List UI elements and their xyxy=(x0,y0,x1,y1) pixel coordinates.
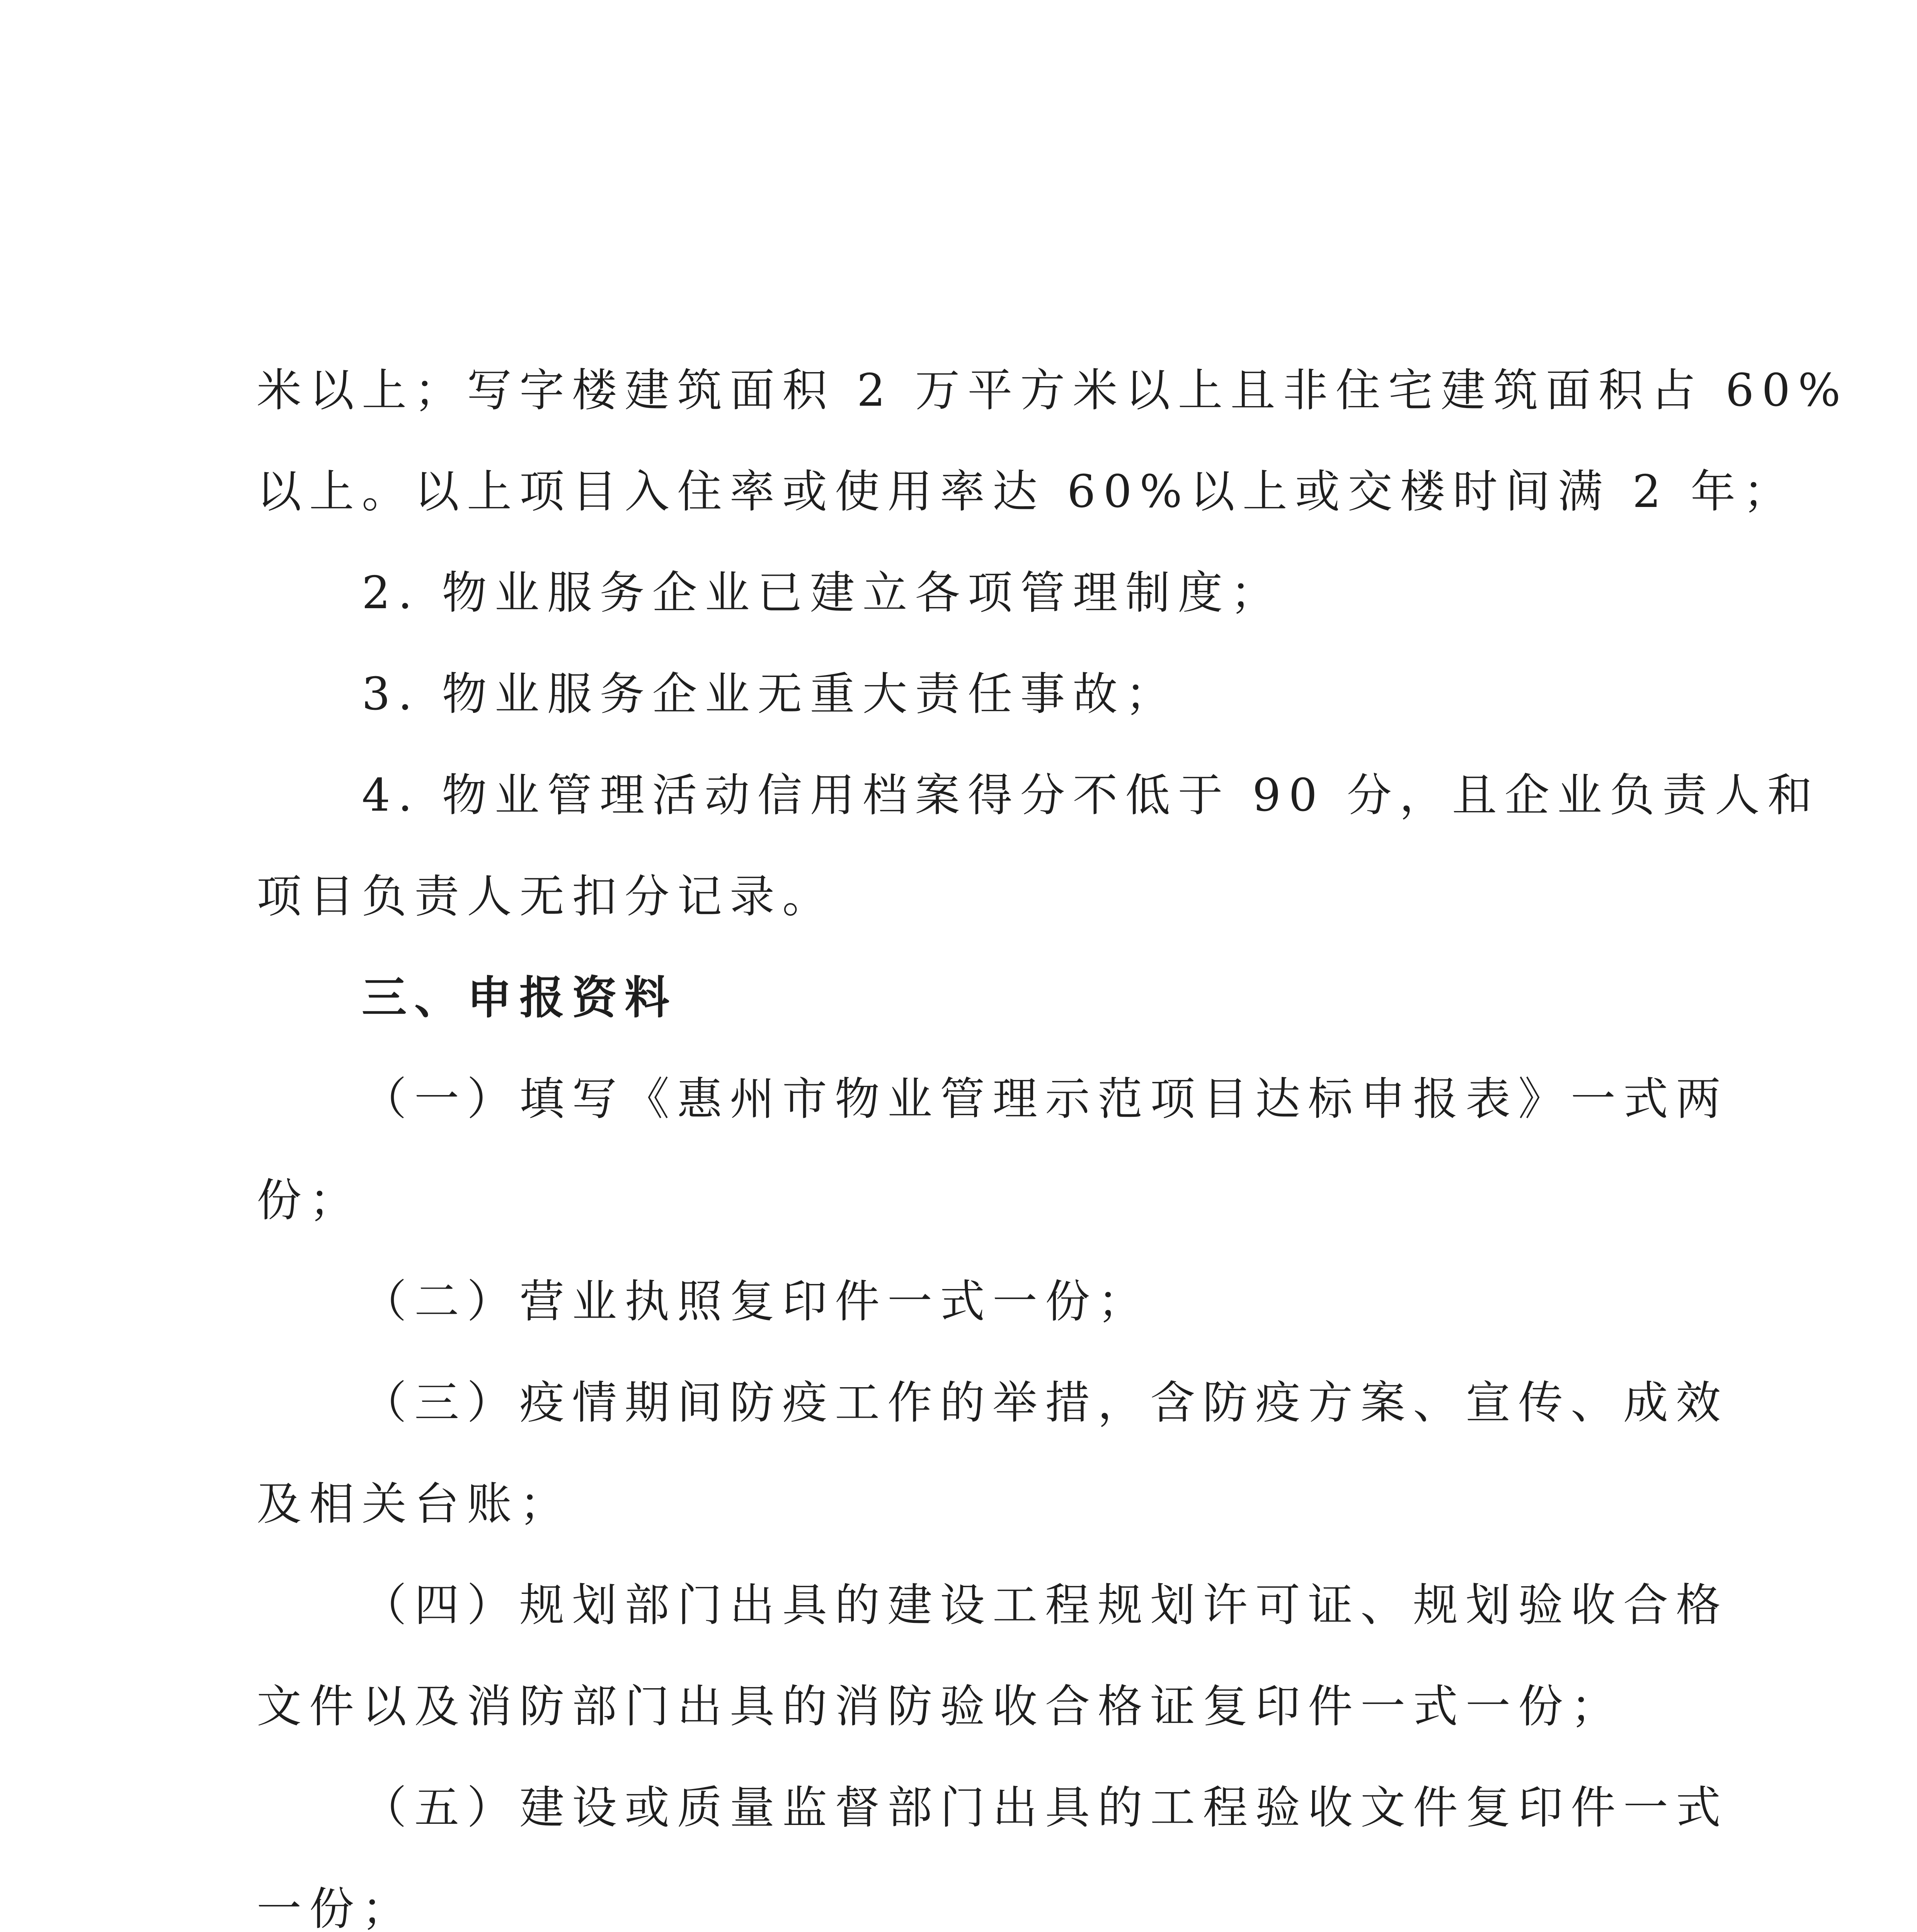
list-item: （一）填写《惠州市物业管理示范项目达标申报表》一式两 xyxy=(362,1073,1728,1125)
list-item: （三）疫情期间防疫工作的举措，含防疫方案、宣传、成效 xyxy=(362,1377,1728,1429)
text-line: 文件以及消防部门出具的消防验收合格证复印件一式一份； xyxy=(257,1680,1623,1733)
text-line: 份； xyxy=(257,1174,362,1226)
text-line: 米以上；写字楼建筑面积 2 万平方米以上且非住宅建筑面积占 60% xyxy=(257,364,1849,417)
list-item: （二）营业执照复印件一式一份； xyxy=(362,1276,1150,1328)
list-item: （五）建设或质量监督部门出具的工程验收文件复印件一式 xyxy=(362,1782,1728,1834)
list-item: 4. 物业管理活动信用档案得分不低于 90 分，且企业负责人和 xyxy=(362,769,1820,821)
list-item: 2. 物业服务企业已建立各项管理制度； xyxy=(362,567,1283,619)
section-heading: 三、申报资料 xyxy=(362,972,677,1024)
text-line: 及相关台账； xyxy=(257,1478,572,1530)
list-item: 3. 物业服务企业无重大责任事故； xyxy=(362,668,1178,720)
text-line: 项目负责人无扣分记录。 xyxy=(257,871,835,923)
text-line: 以上。以上项目入住率或使用率达 60%以上或交楼时间满 2 年； xyxy=(257,466,1796,518)
text-line: 一份； xyxy=(257,1883,414,1932)
list-item: （四）规划部门出具的建设工程规划许可证、规划验收合格 xyxy=(362,1579,1728,1631)
document-body xyxy=(257,340,1849,1932)
